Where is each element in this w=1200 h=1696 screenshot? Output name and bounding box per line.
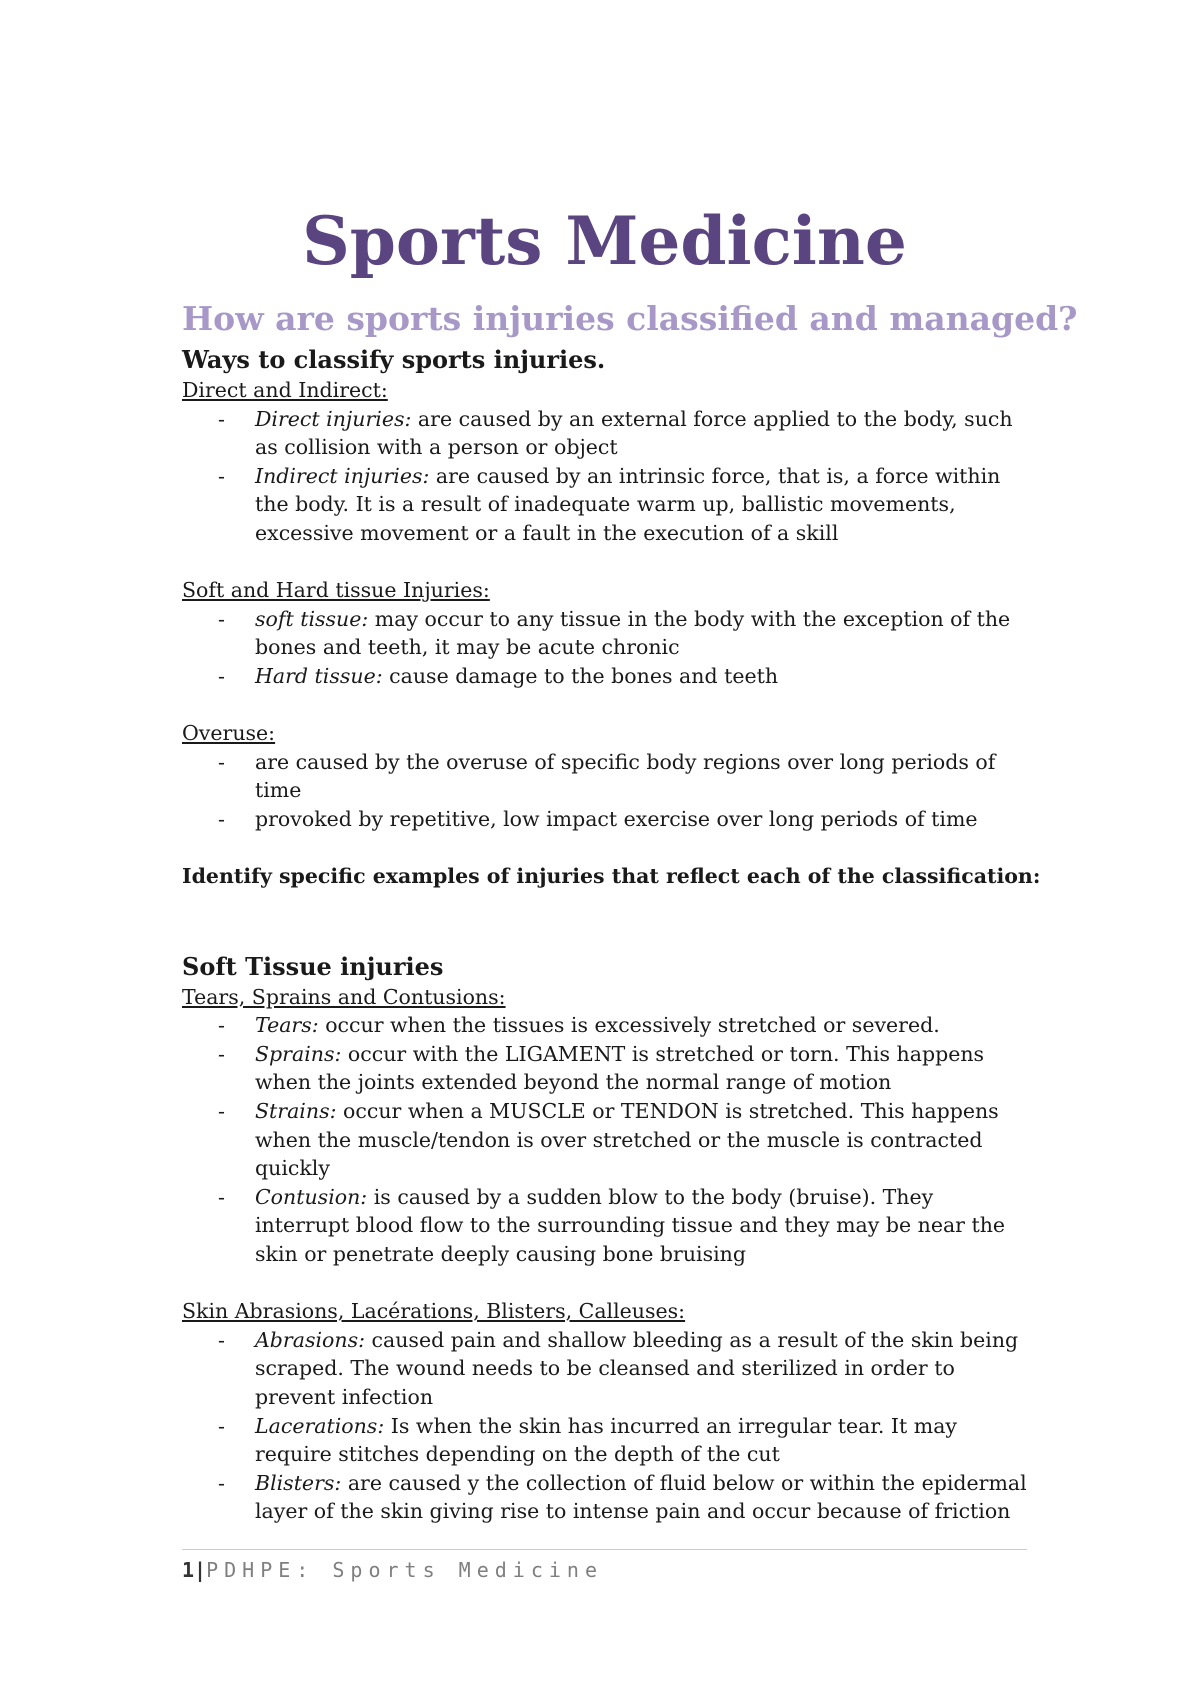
list-item bbox=[182, 1469, 1027, 1526]
page-footer bbox=[182, 1556, 603, 1584]
document-title: Sports Medicine bbox=[302, 202, 907, 280]
section-heading-soft-tissue: Soft Tissue injuries bbox=[182, 951, 444, 981]
term-text: occur when the tissues is excessively stretched or severed. bbox=[318, 1013, 940, 1038]
term-label: Lacerations: bbox=[255, 1413, 385, 1438]
term-text: are caused y the collection of fluid below or within the epidermal layer of the skin giving rise to intense pain and occur because of friction bbox=[255, 1470, 1027, 1524]
term-label: Sprains: bbox=[255, 1041, 342, 1066]
term-text: provoked by repetitive, low impact exercise over long periods of time bbox=[255, 806, 978, 831]
term-label: Indirect injuries: bbox=[255, 463, 430, 488]
list-item bbox=[182, 462, 1027, 548]
list-item bbox=[182, 1183, 1027, 1269]
subheading-overuse: Overuse: bbox=[182, 721, 276, 746]
footer-text: PDHPE: Sports Medicine bbox=[206, 1558, 603, 1582]
term-text: are caused by an intrinsic force, that is, a force within the body. It is a result of inadequate warm up, ballistic movements, excessive movement or a fault in the execution of a skill bbox=[255, 463, 1001, 545]
spacer bbox=[182, 834, 1027, 863]
term-text: Is when the skin has incurred an irregular tear. It may require stitches depending on the depth of the cut bbox=[255, 1413, 957, 1467]
list-tears-sprains bbox=[182, 1011, 1027, 1268]
list-item bbox=[182, 1040, 1027, 1097]
document-subtitle: How are sports injuries classified and managed? bbox=[182, 299, 1078, 338]
document-body bbox=[182, 344, 1041, 1526]
term-label: soft tissue: bbox=[255, 606, 369, 631]
identify-instruction: Identify specific examples of injuries that reflect each of the classification: bbox=[182, 864, 1041, 889]
term-label: Tears: bbox=[255, 1013, 319, 1038]
list-item bbox=[182, 748, 1027, 805]
spacer bbox=[182, 548, 1027, 577]
list-item bbox=[182, 1326, 1027, 1412]
term-label: Strains: bbox=[255, 1099, 337, 1124]
term-label: Hard tissue: bbox=[255, 663, 383, 688]
list-item bbox=[182, 1011, 1027, 1040]
list-item bbox=[182, 662, 1027, 691]
list-direct-indirect bbox=[182, 405, 1027, 548]
term-text: cause damage to the bones and teeth bbox=[382, 663, 779, 688]
term-text: caused pain and shallow bleeding as a result of the skin being scraped. The wound needs to be cleansed and sterilized in order to prevent infection bbox=[255, 1327, 1019, 1409]
list-item bbox=[182, 1097, 1027, 1183]
list-skin-abrasions bbox=[182, 1326, 1027, 1526]
list-item bbox=[182, 1412, 1027, 1469]
subheading-soft-hard: Soft and Hard tissue Injuries: bbox=[182, 578, 490, 603]
term-text: are caused by an external force applied to the body, such as collision with a person or object bbox=[255, 406, 1013, 460]
footer-divider bbox=[182, 1549, 1027, 1550]
section-heading-classify: Ways to classify sports injuries. bbox=[182, 345, 606, 374]
term-label: Contusion: bbox=[255, 1184, 368, 1209]
list-soft-hard bbox=[182, 605, 1027, 691]
spacer bbox=[182, 1269, 1027, 1298]
subheading-skin-abrasions: Skin Abrasions, Lacérations, Blisters, Calleuses: bbox=[182, 1299, 686, 1324]
list-item bbox=[182, 605, 1027, 662]
list-item bbox=[182, 405, 1027, 462]
term-label: Direct injuries: bbox=[255, 406, 412, 431]
term-text: may occur to any tissue in the body with the exception of the bones and teeth, it may be acute chronic bbox=[255, 606, 1011, 660]
term-label: Abrasions: bbox=[255, 1327, 365, 1352]
page-number: 1 bbox=[182, 1558, 195, 1582]
term-label: Blisters: bbox=[255, 1470, 342, 1495]
spacer bbox=[182, 691, 1027, 720]
term-text: occur with the LIGAMENT is stretched or torn. This happens when the joints extended beyond the normal range of motion bbox=[255, 1041, 985, 1095]
subheading-tears-sprains: Tears, Sprains and Contusions: bbox=[182, 984, 506, 1009]
footer-separator: | bbox=[194, 1558, 207, 1582]
term-text: are caused by the overuse of specific body regions over long periods of time bbox=[255, 749, 996, 803]
list-item bbox=[182, 805, 1027, 834]
subheading-direct-indirect: Direct and Indirect: bbox=[182, 378, 388, 402]
term-text: is caused by a sudden blow to the body (bruise). They interrupt blood flow to the surrounding tissue and they may be near the skin or penetrate deeply causing bone bruising bbox=[255, 1184, 1006, 1267]
term-text: occur when a MUSCLE or TENDON is stretched. This happens when the muscle/tendon is over stretched or the muscle is contracted quickly bbox=[255, 1099, 999, 1181]
list-overuse bbox=[182, 748, 1027, 834]
